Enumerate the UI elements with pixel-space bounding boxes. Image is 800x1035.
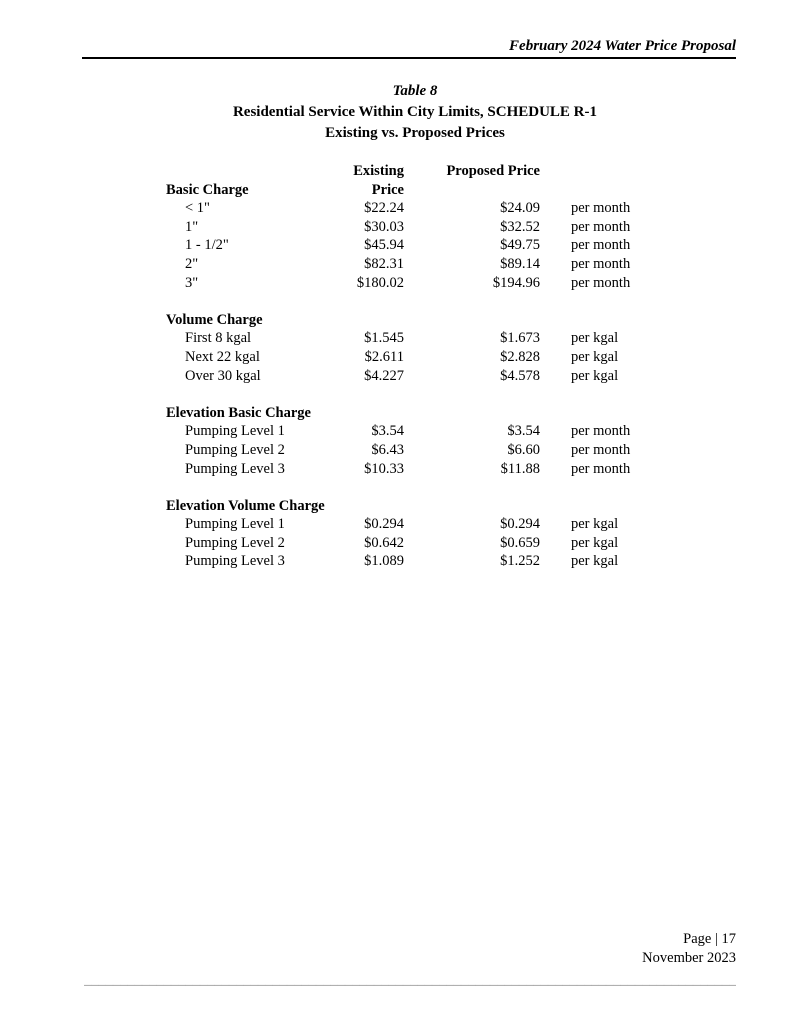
section-spacer: [166, 385, 671, 404]
table-subtitle: Existing vs. Proposed Prices: [325, 125, 505, 141]
row-label: Pumping Level 2: [185, 534, 285, 551]
proposed-price-value: $49.75: [500, 237, 540, 254]
proposed-price-value: $11.88: [500, 460, 540, 477]
row-label: Pumping Level 3: [185, 553, 285, 570]
existing-price-value: $3.54: [371, 423, 404, 440]
unit-label: per kgal: [571, 348, 619, 365]
existing-price-value: $4.227: [364, 367, 404, 384]
row-label: First 8 kgal: [185, 330, 252, 347]
section-title: Elevation Basic Charge: [166, 404, 311, 421]
section-header-row: [166, 497, 671, 516]
proposed-price-value: $1.673: [500, 330, 540, 347]
unit-label: per month: [571, 274, 631, 291]
unit-label: per kgal: [571, 367, 619, 384]
proposed-price-value: $24.09: [500, 200, 540, 217]
section-header-row: [166, 404, 671, 423]
table-row: [166, 367, 671, 386]
section-header-row: [166, 181, 671, 200]
row-label: Pumping Level 2: [185, 441, 285, 458]
row-label: 1": [185, 218, 199, 235]
section-spacer: [166, 292, 671, 311]
price-table: [166, 162, 671, 571]
proposed-price-value: $2.828: [500, 348, 540, 365]
header-rule: [82, 57, 736, 59]
proposed-price-value: $3.54: [507, 423, 540, 440]
proposed-price-value: $4.578: [500, 367, 540, 384]
section-header-row: [166, 311, 671, 330]
table-row: [166, 329, 671, 348]
proposed-price-value: $1.252: [500, 553, 540, 570]
table-row: [166, 218, 671, 237]
proposed-price-value: $0.659: [500, 534, 540, 551]
table-row: [166, 274, 671, 293]
row-label: < 1": [185, 200, 210, 217]
page-footer: [82, 930, 736, 967]
unit-label: per kgal: [571, 534, 619, 551]
row-label: 3": [185, 274, 199, 291]
table-number: Table 8: [392, 83, 438, 99]
existing-price-value: $0.642: [364, 534, 404, 551]
unit-label: per kgal: [571, 330, 619, 347]
existing-price-value: $10.33: [364, 460, 404, 477]
existing-price-value: $6.43: [371, 441, 404, 458]
table-row: [166, 236, 671, 255]
table-row: [166, 441, 671, 460]
proposed-price-value: $6.60: [507, 441, 540, 458]
table-title-block: [30, 81, 800, 144]
table-row: [166, 255, 671, 274]
unit-label: per month: [571, 237, 631, 254]
table-row: [166, 534, 671, 553]
proposed-price-value: $194.96: [492, 274, 540, 291]
unit-label: per kgal: [571, 553, 619, 570]
table-row: [166, 348, 671, 367]
section-title: Volume Charge: [166, 311, 263, 328]
existing-price-value: $82.31: [364, 255, 404, 272]
unit-label: per month: [571, 218, 631, 235]
row-label: Pumping Level 1: [185, 423, 285, 440]
column-header-proposed-price: Proposed Price: [446, 163, 540, 179]
existing-price-value: $1.545: [364, 330, 404, 347]
proposed-price-value: $89.14: [500, 255, 540, 272]
table-row: [166, 552, 671, 571]
row-label: 1 - 1/2": [185, 237, 229, 254]
existing-price-value: $0.294: [364, 516, 404, 533]
unit-label: per month: [571, 460, 631, 477]
table-body: [166, 181, 671, 571]
row-label: 2": [185, 255, 199, 272]
document-header-title: February 2024 Water Price Proposal: [509, 38, 736, 54]
table-row: [166, 199, 671, 218]
unit-label: per month: [571, 441, 631, 458]
table-row: [166, 460, 671, 479]
row-label: Pumping Level 3: [185, 460, 285, 477]
existing-price-value: $45.94: [364, 237, 404, 254]
unit-label: per month: [571, 423, 631, 440]
table-name: Residential Service Within City Limits, SCHEDULE R-1: [232, 104, 598, 120]
bottom-separator-line: __________________________________________________________________________________________: [84, 972, 736, 988]
row-label: Pumping Level 1: [185, 516, 285, 533]
row-label: Next 22 kgal: [185, 348, 260, 365]
existing-price-value: $1.089: [364, 553, 404, 570]
section-title: Basic Charge: [166, 181, 249, 198]
unit-label: per kgal: [571, 516, 619, 533]
unit-label: per month: [571, 200, 631, 217]
section-spacer: [166, 478, 671, 497]
existing-price-value: $30.03: [364, 218, 404, 235]
existing-price-value: $22.24: [364, 200, 404, 217]
page-number: Page | 17: [683, 931, 736, 947]
existing-price-value: $2.611: [364, 348, 404, 365]
section-title: Elevation Volume Charge: [166, 497, 325, 514]
footer-date: November 2023: [642, 949, 736, 966]
row-label: Over 30 kgal: [185, 367, 261, 384]
column-header-existing-price: Existing Price: [353, 163, 404, 198]
table-row: [166, 515, 671, 534]
proposed-price-value: $0.294: [500, 516, 540, 533]
proposed-price-value: $32.52: [500, 218, 540, 235]
table-row: [166, 422, 671, 441]
unit-label: per month: [571, 255, 631, 272]
existing-price-value: $180.02: [356, 274, 404, 291]
